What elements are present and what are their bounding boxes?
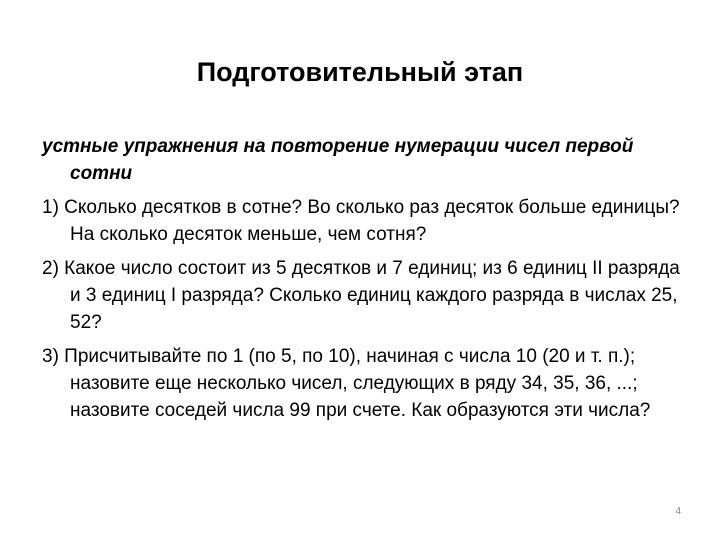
slide-body xyxy=(42,133,682,431)
intro-text: устные упражнения на повторение нумерации чисел первой сотни xyxy=(42,136,634,184)
slide-title: Подготовительный этап xyxy=(196,57,524,87)
page-number: 4 xyxy=(675,506,681,517)
exercise-item-1: 1) Сколько десятков в сотне? Во сколько раз десяток больше единицы? На сколько десяток меньше, чем сотня? xyxy=(42,197,680,245)
exercise-item-2: 2) Какое число состоит из 5 десятков и 7 единиц; из 6 единиц II разряда и 3 единиц I разряда? Сколько единиц каждого разряда в числах 25, 52? xyxy=(42,258,680,333)
exercise-item-3: 3) Присчитывайте по 1 (по 5, по 10), начиная с числа 10 (20 и т. п.); назовите еще несколько чисел, следующих в ряду 34, 35, 36, ...; назовите соседей числа 99 при счете. Как образуются эти числа? xyxy=(42,346,651,421)
